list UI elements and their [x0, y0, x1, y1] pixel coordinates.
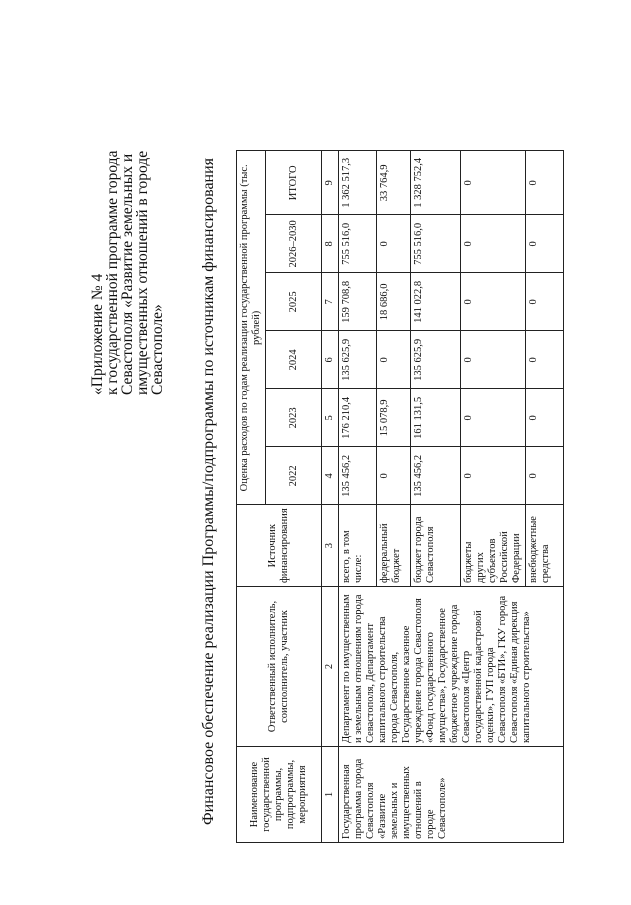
value-cell: 1 328 752,4 — [411, 151, 461, 215]
value-cell: 0 — [461, 151, 526, 215]
value-cell: 0 — [526, 331, 564, 389]
value-cell: 135 456,2 — [411, 447, 461, 505]
value-cell: 0 — [526, 389, 564, 447]
value-cell: 0 — [526, 151, 564, 215]
value-cell: 135 625,9 — [339, 331, 377, 389]
source-cell: федеральный бюджет — [377, 505, 411, 587]
year-2024: 2024 — [266, 331, 322, 389]
financing-table — [236, 150, 564, 843]
value-cell: 0 — [526, 215, 564, 273]
header-estimate: Оценка расходов по годам реализации государственной программы (тыс. рублей) — [237, 151, 266, 505]
value-cell: 755 516,0 — [339, 215, 377, 273]
header-executor: Ответственный исполнитель, соисполнитель, участник — [237, 587, 322, 747]
value-cell: 1 362 517,3 — [339, 151, 377, 215]
year-2026-2030: 2026–2030 — [266, 215, 322, 273]
value-cell: 0 — [526, 273, 564, 331]
appendix-note — [90, 95, 165, 395]
source-cell: бюджеты других субъектов Российской Федерации — [461, 505, 526, 587]
value-cell: 755 516,0 — [411, 215, 461, 273]
value-cell: 15 078,9 — [377, 389, 411, 447]
value-cell: 141 022,8 — [411, 273, 461, 331]
year-2022: 2022 — [266, 447, 322, 505]
appendix-line: «Приложение № 4 — [89, 273, 106, 395]
appendix-line: Севастополя «Развитие земельных и — [119, 153, 136, 395]
value-cell: 33 764,9 — [377, 151, 411, 215]
source-cell: всего, в том числе: — [339, 505, 377, 587]
appendix-line: Севастополе» — [149, 304, 166, 395]
value-cell: 0 — [461, 447, 526, 505]
executors-cell: Департамент по имущественным и земельным отношениям города Севастополя, Департамент капитального строительства города Севастополя, Государственное казенное учреждение города Севастополя «Фонд государственного имущества», Государственное бюджетное учреждение города Севастополя «Центр государственной кадастровой оценки», ГУП города Севастополя «БТИ», ГКУ города Севастополя «Единая дирекция капитального строительства» — [339, 587, 564, 747]
index-cell: 8 — [322, 215, 339, 273]
index-row — [322, 151, 339, 843]
value-cell: 135 625,9 — [411, 331, 461, 389]
index-cell: 5 — [322, 389, 339, 447]
program-name-cell: Государственная программа города Севастополя «Развитие земельных и имущественных отношений в городе Севастополе» — [339, 747, 564, 843]
value-cell: 159 708,8 — [339, 273, 377, 331]
index-cell: 3 — [322, 505, 339, 587]
source-cell: бюджет города Севастополя — [411, 505, 461, 587]
source-cell: внебюджетные средства — [526, 505, 564, 587]
value-cell: 0 — [461, 273, 526, 331]
value-cell: 0 — [377, 215, 411, 273]
index-cell: 2 — [322, 587, 339, 747]
value-cell: 135 456,2 — [339, 447, 377, 505]
index-cell: 1 — [322, 747, 339, 843]
year-total: ИТОГО — [266, 151, 322, 215]
header-name: Наименование государственной программы, подпрограммы, мероприятия — [237, 747, 322, 843]
year-2023: 2023 — [266, 389, 322, 447]
appendix-line: к государственной программе города — [104, 150, 121, 395]
appendix-line: имущественных отношений в городе — [134, 150, 151, 395]
value-cell: 176 210,4 — [339, 389, 377, 447]
value-cell: 18 686,0 — [377, 273, 411, 331]
header-source: Источник финансирования — [237, 505, 322, 587]
year-2025: 2025 — [266, 273, 322, 331]
index-cell: 9 — [322, 151, 339, 215]
value-cell: 161 131,5 — [411, 389, 461, 447]
index-cell: 6 — [322, 331, 339, 389]
header-row — [237, 151, 266, 843]
index-cell: 7 — [322, 273, 339, 331]
table-title: Финансовое обеспечение реализации Программы/подпрограммы по источникам финансирования — [200, 157, 217, 825]
value-cell: 0 — [461, 331, 526, 389]
index-cell: 4 — [322, 447, 339, 505]
value-cell: 0 — [461, 389, 526, 447]
value-cell: 0 — [377, 447, 411, 505]
table-row — [339, 151, 377, 843]
value-cell: 0 — [526, 447, 564, 505]
value-cell: 0 — [461, 215, 526, 273]
value-cell: 0 — [377, 331, 411, 389]
